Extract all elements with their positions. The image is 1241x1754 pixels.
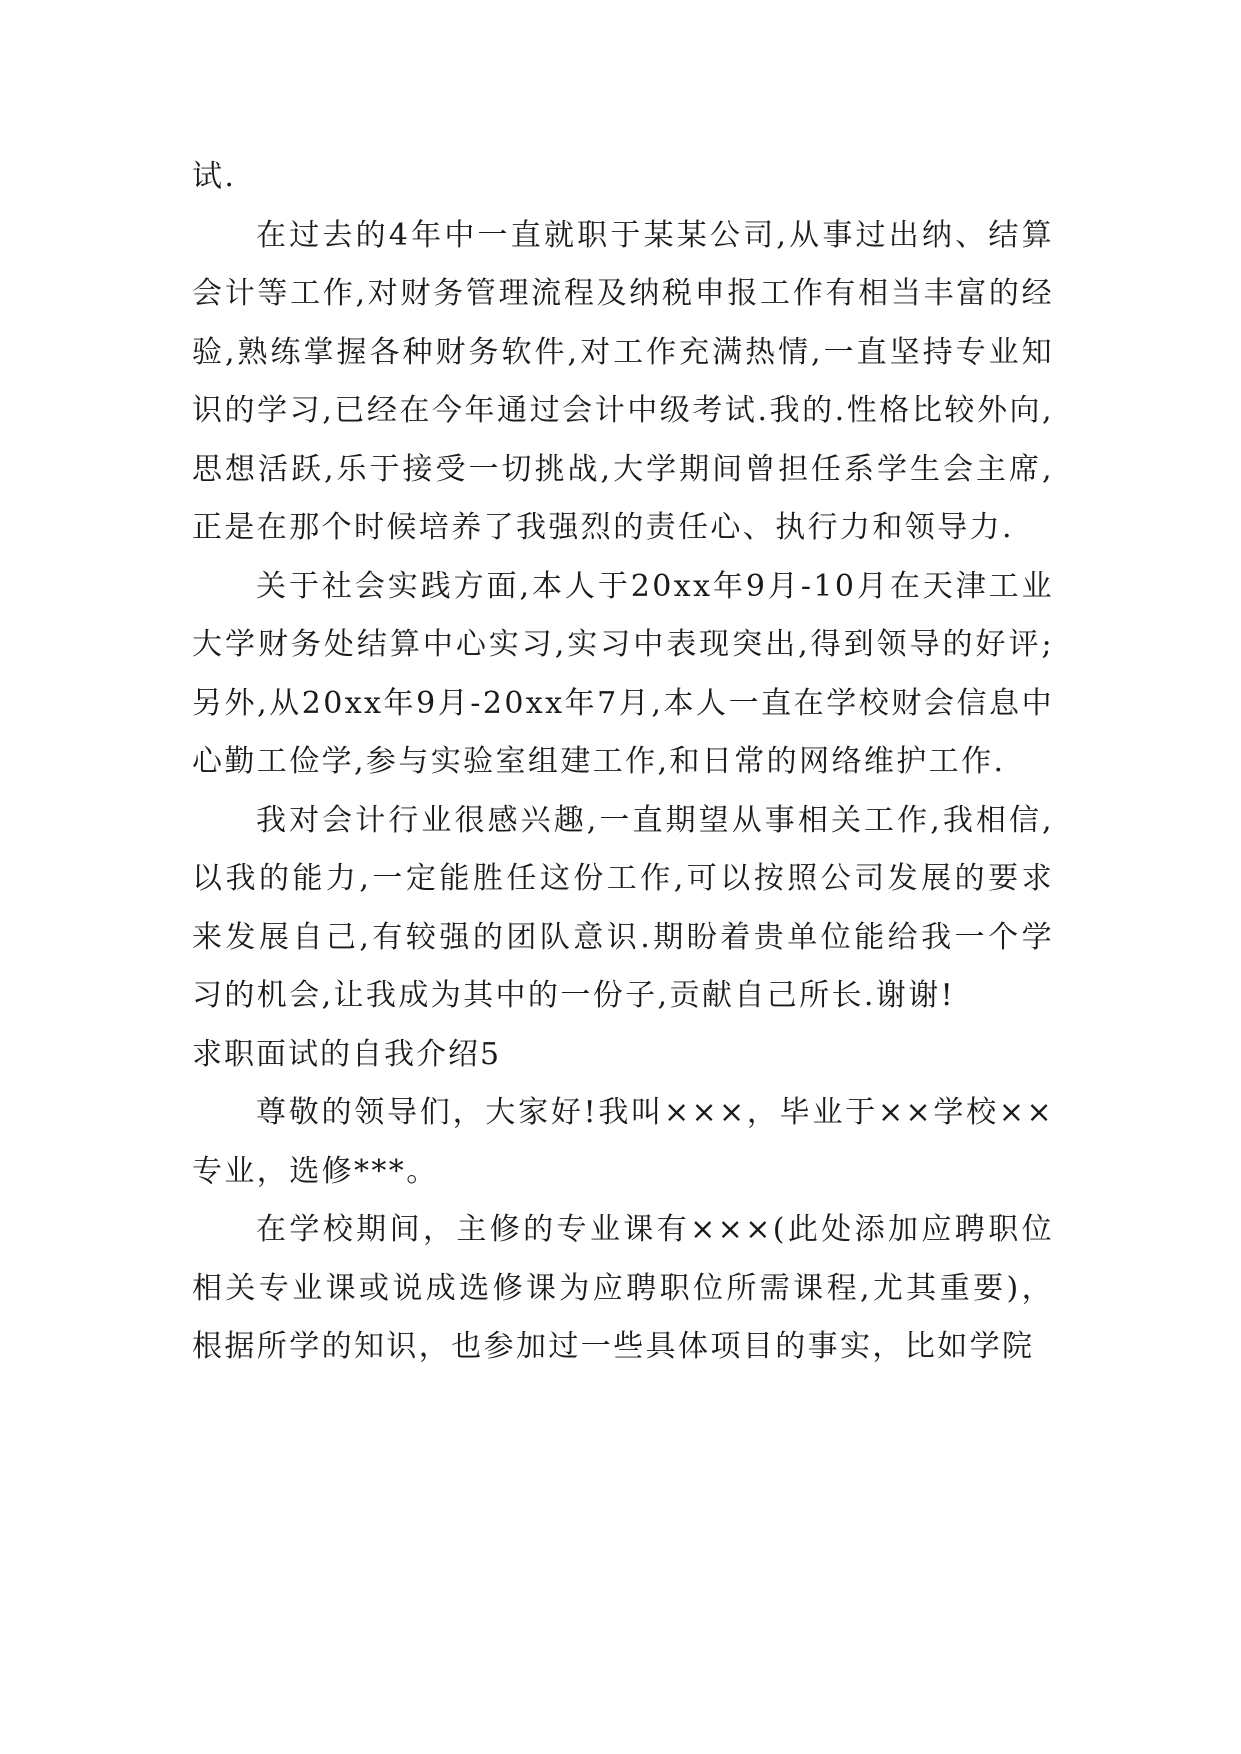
paragraph-coursework: 在学校期间，主修的专业课有×××(此处添加应聘职位相关专业课或说成选修课为应聘职位所需课程,尤其重要)，根据所学的知识，也参加过一些具体项目的事实，比如学院: [192, 1212, 1054, 1364]
paragraph-greeting: 尊敬的领导们，大家好!我叫×××，毕业于××学校××专业，选修***。: [192, 1095, 1054, 1189]
paragraph-interest: 我对会计行业很感兴趣,一直期望从事相关工作,我相信,以我的能力,一定能胜任这份工作,可以按照公司发展的要求来发展自己,有较强的团队意识.期盼着贵单位能给我一个学习的机会,让我成为其中的一份子,贡献自己所长.谢谢!: [192, 802, 1054, 1013]
section-heading: 求职面试的自我介绍5: [192, 1036, 502, 1072]
document-body: [192, 148, 1054, 1377]
paragraph-fragment: 试.: [192, 159, 237, 194]
paragraph-work-experience: 在过去的4年中一直就职于某某公司,从事过出纳、结算会计等工作,对财务管理流程及纳税申报工作有相当丰富的经验,熟练掌握各种财务软件,对工作充满热情,一直坚持专业知识的学习,已经在今年通过会计中级考试.我的.性格比较外向,思想活跃,乐于接受一切挑战,大学期间曾担任系学生会主席,正是在那个时候培养了我强烈的责任心、执行力和领导力.: [192, 217, 1054, 545]
paragraph-social-practice: 关于社会实践方面,本人于20xx年9月-10月在天津工业大学财务处结算中心实习,实习中表现突出,得到领导的好评;另外,从20xx年9月-20xx年7月,本人一直在学校财会信息中心勤工俭学,参与实验室组建工作,和日常的网络维护工作.: [192, 568, 1054, 779]
